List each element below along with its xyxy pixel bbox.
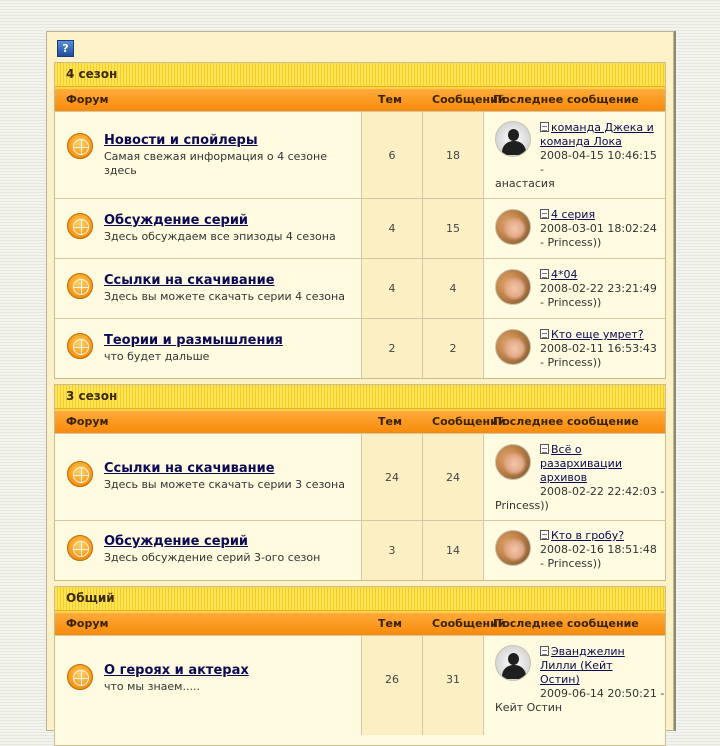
topics-count: 3 xyxy=(388,544,396,557)
topics-count: 4 xyxy=(388,282,396,295)
document-icon xyxy=(540,329,549,339)
forum-row xyxy=(55,635,665,735)
column-forum: Форум xyxy=(66,415,109,428)
forum-link[interactable]: Ссылки на скачивание xyxy=(104,273,275,288)
last-post-date: 2008-03-01 18:02:24 - xyxy=(540,222,657,249)
forum-link[interactable]: Теории и размышления xyxy=(104,333,283,348)
document-icon xyxy=(540,209,549,219)
last-post-author[interactable]: Princess)) xyxy=(495,499,549,512)
category-section xyxy=(54,384,666,581)
last-post-link[interactable]: 4 серия xyxy=(551,208,596,221)
default-avatar-icon xyxy=(495,121,531,157)
default-avatar-icon xyxy=(495,645,531,681)
column-topics: Тем xyxy=(378,617,402,630)
category-section xyxy=(54,586,666,746)
column-posts: Сообщений xyxy=(432,617,506,630)
posts-count: 24 xyxy=(446,471,460,484)
last-post-link[interactable]: 4*04 xyxy=(551,268,578,281)
column-last-post: Последнее сообщение xyxy=(493,93,639,106)
category-title[interactable]: Общий xyxy=(55,587,665,611)
last-post-link[interactable]: команда Джека и команда Лока xyxy=(540,121,654,148)
last-post-author[interactable]: Princess)) xyxy=(547,236,602,249)
document-icon xyxy=(540,444,549,454)
posts-count: 15 xyxy=(446,222,460,235)
last-post-date: 2008-02-22 23:21:49 - xyxy=(540,282,657,309)
column-forum: Форум xyxy=(66,93,109,106)
document-icon xyxy=(540,122,549,132)
forum-globe-icon xyxy=(67,461,93,487)
topics-count: 6 xyxy=(388,149,396,162)
last-post-date: 2008-02-16 18:51:48 - xyxy=(540,543,657,570)
forum-description: Здесь вы можете скачать серии 3 сезона xyxy=(104,478,345,491)
last-post-author[interactable]: Princess)) xyxy=(547,356,602,369)
forum-globe-icon xyxy=(67,535,93,561)
column-headers xyxy=(55,409,665,433)
column-topics: Тем xyxy=(378,415,402,428)
forum-link[interactable]: Обсуждение серий xyxy=(104,534,249,549)
user-photo-avatar xyxy=(495,530,531,566)
forum-globe-icon xyxy=(67,664,93,690)
topics-count: 4 xyxy=(388,222,396,235)
column-forum: Форум xyxy=(66,617,109,630)
user-photo-avatar xyxy=(495,269,531,305)
topics-count: 2 xyxy=(388,342,396,355)
category-title[interactable]: 4 сезон xyxy=(55,63,665,87)
forum-globe-icon xyxy=(67,273,93,299)
column-last-post: Последнее сообщение xyxy=(493,415,639,428)
column-headers xyxy=(55,87,665,111)
forum-globe-icon xyxy=(67,133,93,159)
last-post-link[interactable]: Кто в гробу? xyxy=(551,529,625,542)
forum-row xyxy=(55,520,665,580)
user-photo-avatar xyxy=(495,209,531,245)
forum-link[interactable]: Обсуждение серий xyxy=(104,213,249,228)
forum-link[interactable]: О героях и актерах xyxy=(104,663,249,678)
last-post-link[interactable]: Всё о разархивации архивов xyxy=(540,443,622,484)
posts-count: 2 xyxy=(449,342,457,355)
document-icon xyxy=(540,530,549,540)
posts-count: 31 xyxy=(446,673,460,686)
column-topics: Тем xyxy=(378,93,402,106)
forum-link[interactable]: Новости и спойлеры xyxy=(104,133,258,148)
forum-globe-icon xyxy=(67,213,93,239)
category-section xyxy=(54,62,666,379)
last-post-author[interactable]: Princess)) xyxy=(547,557,602,570)
last-post-date: 2008-02-22 22:42:03 - xyxy=(540,485,665,498)
category-title[interactable]: 3 сезон xyxy=(55,385,665,409)
user-photo-avatar xyxy=(495,444,531,480)
posts-count: 18 xyxy=(446,149,460,162)
column-posts: Сообщений xyxy=(432,415,506,428)
document-icon xyxy=(540,646,549,656)
forum-globe-icon xyxy=(67,333,93,359)
forum-row xyxy=(55,198,665,258)
posts-count: 14 xyxy=(446,544,460,557)
forum-description: что будет дальше xyxy=(104,350,210,363)
forum-description: Здесь вы можете скачать серии 4 сезона xyxy=(104,290,345,303)
forum-row xyxy=(55,111,665,198)
help-icon[interactable]: ? xyxy=(57,40,74,57)
forum-link[interactable]: Ссылки на скачивание xyxy=(104,461,275,476)
posts-count: 4 xyxy=(449,282,457,295)
topics-count: 26 xyxy=(385,673,399,686)
topics-count: 24 xyxy=(385,471,399,484)
last-post-author[interactable]: анастасия xyxy=(495,177,555,190)
column-headers xyxy=(55,611,665,635)
forum-index-panel xyxy=(46,31,674,731)
forum-row xyxy=(55,258,665,318)
last-post-link[interactable]: Кто еще умрет? xyxy=(551,328,644,341)
last-post-author[interactable]: Кейт Остин xyxy=(495,701,563,714)
forum-description: Здесь обсуждаем все эпизоды 4 сезона xyxy=(104,230,336,243)
last-post-author[interactable]: Princess)) xyxy=(547,296,602,309)
forum-row xyxy=(55,318,665,378)
forum-description: что мы знаем..... xyxy=(104,680,200,693)
last-post-date: 2009-06-14 20:50:21 - xyxy=(540,687,665,700)
forum-row xyxy=(55,433,665,520)
document-icon xyxy=(540,269,549,279)
last-post-date: 2008-04-15 10:46:15 - xyxy=(540,149,657,176)
forum-description: Самая свежая информация о 4 сезоне здесь xyxy=(104,150,327,177)
last-post-link[interactable]: Эванджелин Лилли (Кейт Остин) xyxy=(540,645,625,686)
column-posts: Сообщений xyxy=(432,93,506,106)
forum-description: Здесь обсуждение серий 3-ого сезон xyxy=(104,551,321,564)
column-last-post: Последнее сообщение xyxy=(493,617,639,630)
last-post-date: 2008-02-11 16:53:43 - xyxy=(540,342,657,369)
user-photo-avatar xyxy=(495,329,531,365)
